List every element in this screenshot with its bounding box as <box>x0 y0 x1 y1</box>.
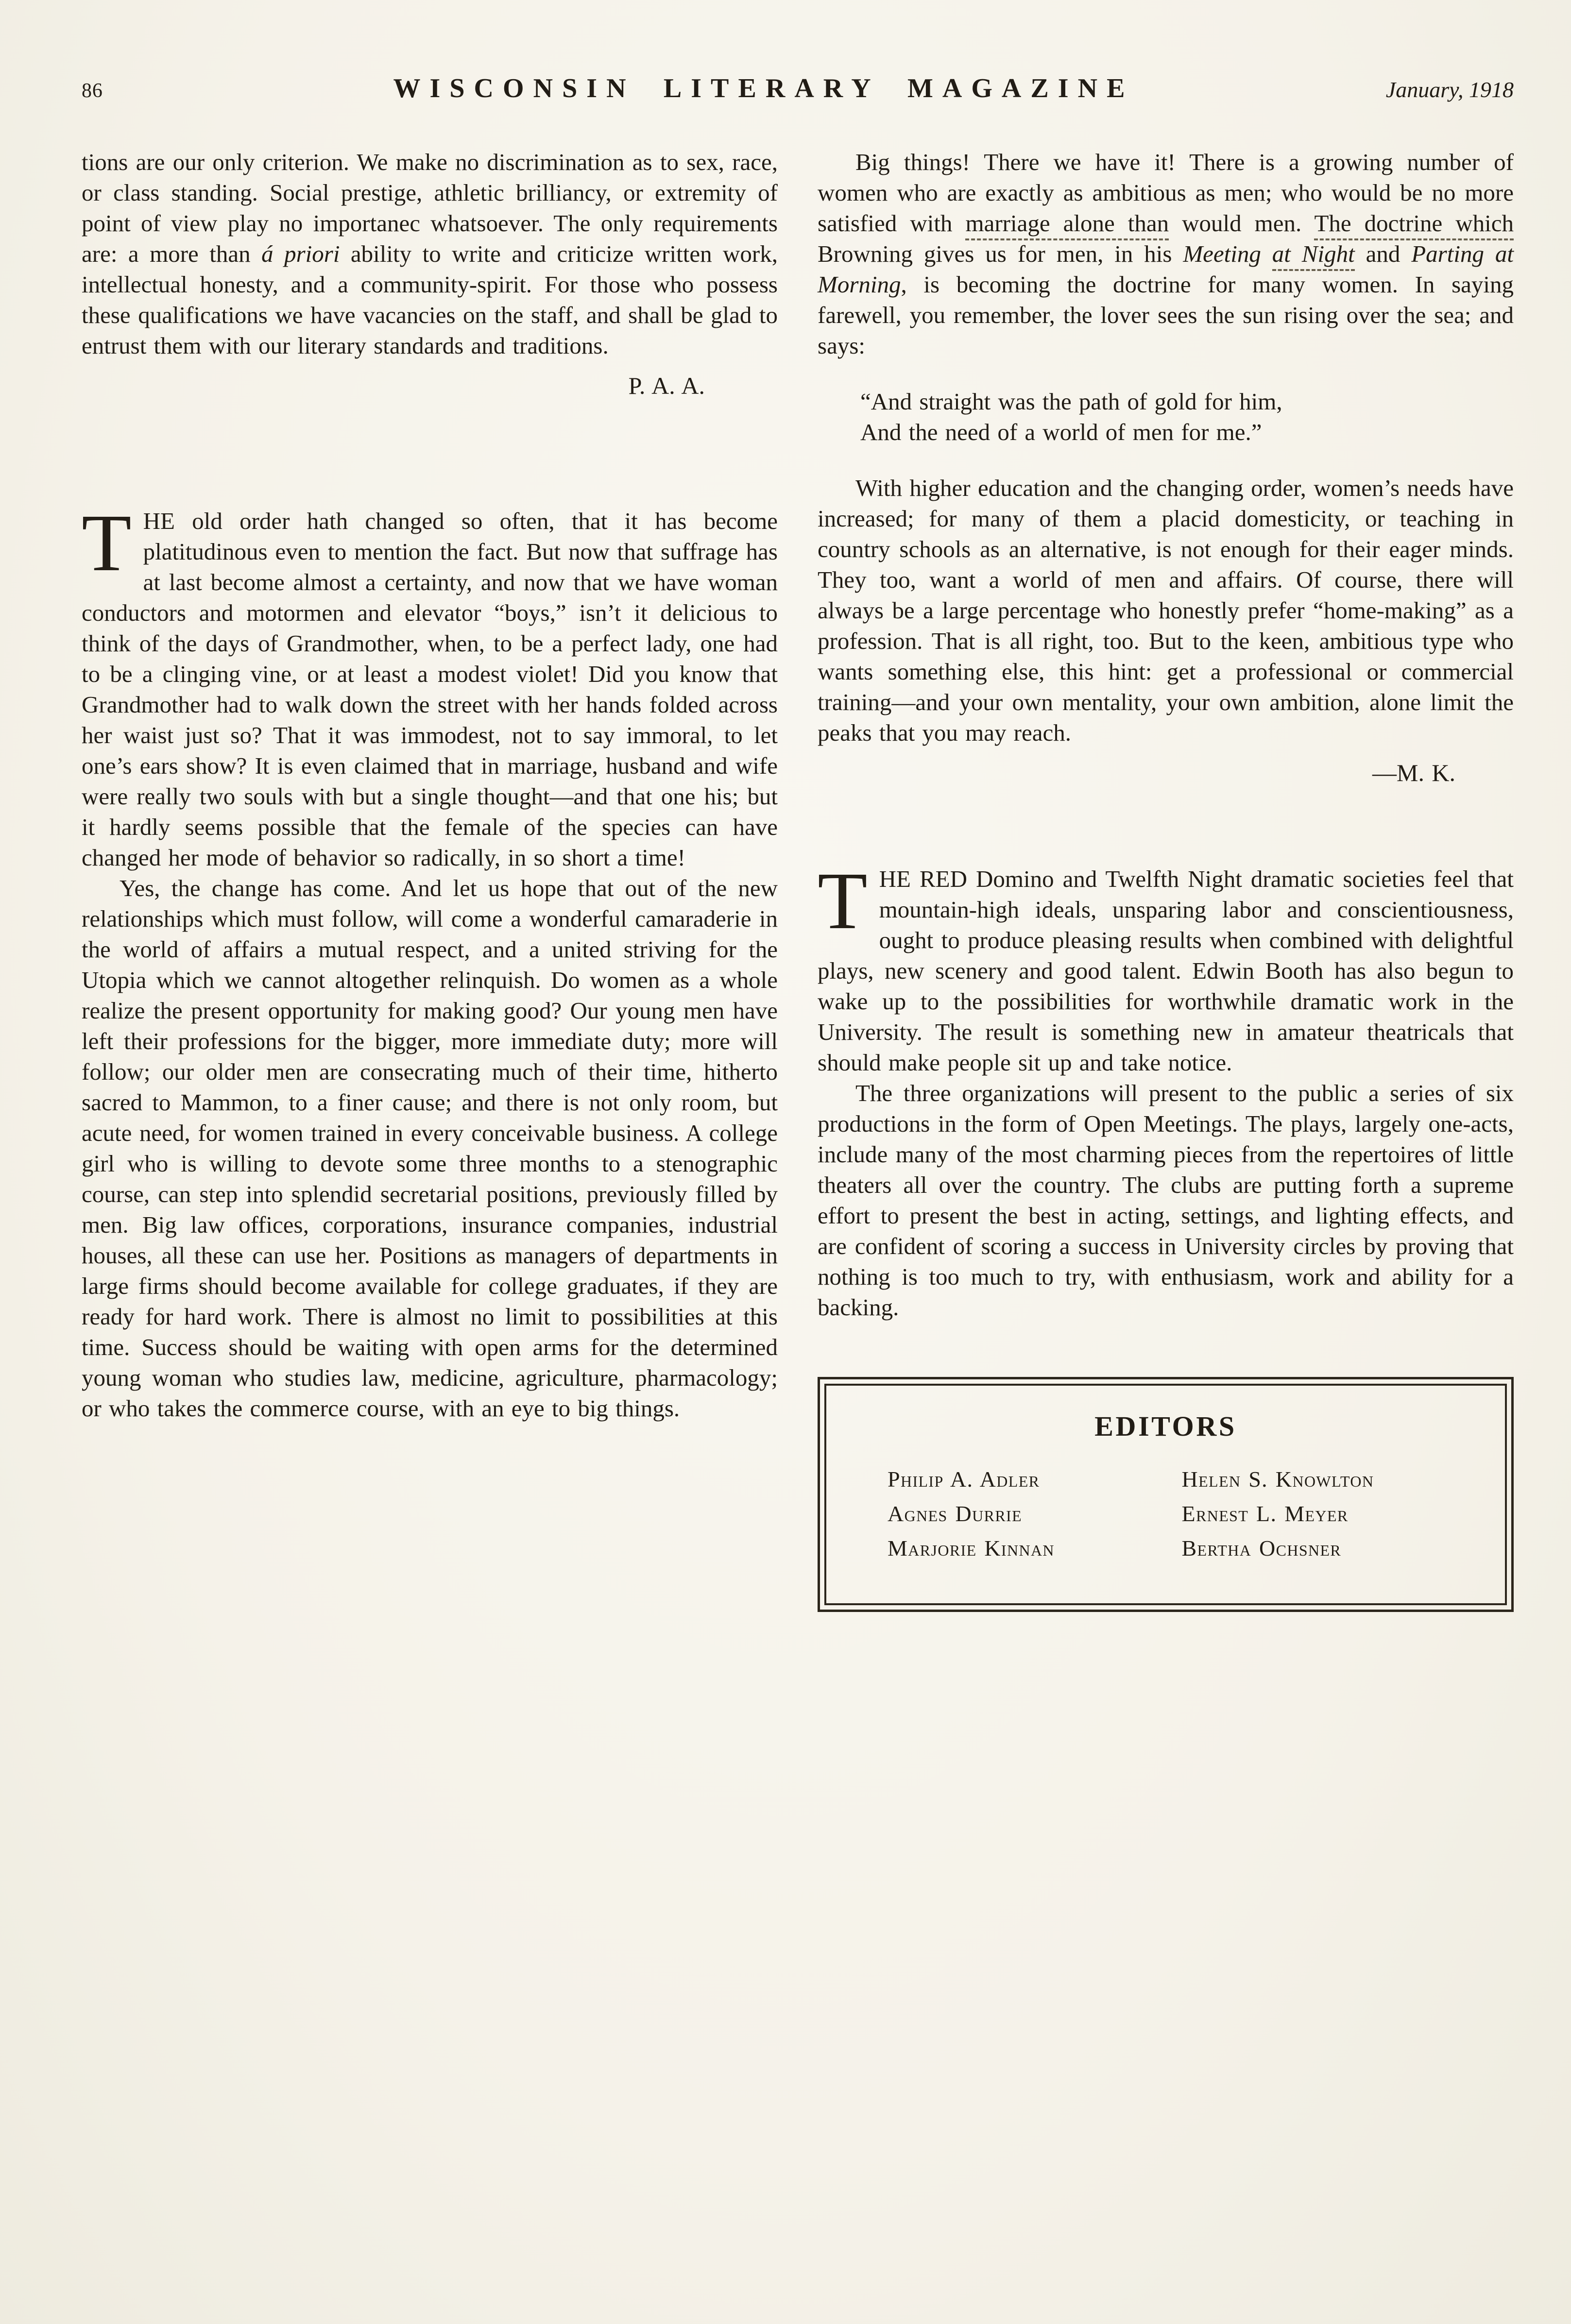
text-run: Browning gives us for men, in his <box>818 240 1183 267</box>
drop-cap-t: T <box>82 498 132 588</box>
editor-name: Bertha Ochsner <box>1181 1536 1342 1561</box>
editor-name: Philip A. Adler <box>888 1467 1040 1492</box>
paragraph-criterion-continuation <box>82 147 778 361</box>
paragraph-yes-the-change: Yes, the change has come. And let us hope that out of the new relationships which must follow, will come a wonderful camaraderie in the world of affairs a mutual respect, and a united striving for the Utopia which we cannot altogether relinquish. Do women as a whole realize the present opportunity for making good? Our young men have left their professions for the bigger, more immediate duty; more will follow; our older men are consecrating much of their time, hitherto sacred to Mammon, to a finer cause; and there is not only room, but acute need, for women trained in every conceivable business. A college girl who is willing to devote some three months to a stenographic course, can step into splendid secretarial positions, previously filled by men. Big law offices, corporations, insurance companies, industrial houses, all these can use her. Positions as managers of departments in large firms should become available for college graduates, if they are ready for hard work. There is almost no limit to possibilities at this time. Success should be waiting with open arms for the determined young woman who studies law, medicine, agriculture, pharmacology; or who takes the commerce course, with an eye to big things. <box>82 875 778 1422</box>
drop-cap-t: T <box>818 856 868 946</box>
text-run: tions are our only criterion. We make no discrimination as to sex, race, or class standing. Social prestige, athletic brilliancy, or extremity of point of view play no importanec whatsoever. The only requirements are: a more than <box>82 149 778 267</box>
poem-quote <box>860 386 1514 447</box>
magazine-title: WISCONSIN LITERARY MAGAZINE <box>393 73 1134 103</box>
editor-name: Helen S. Knowlton <box>1181 1467 1374 1492</box>
editor-name: Ernest L. Meyer <box>1181 1501 1349 1526</box>
text-run: ability to write and criticize written work, intellectual honesty, and a community-spirit. For those who possess these qualifications we have vacancies on the staff, and shall be glad to entrust them with our literary standards and traditions. <box>82 240 778 359</box>
text-run: and <box>1354 240 1412 267</box>
text-run: Big things! There we have it! There is a growing number of women who are exactly as ambitious as men; who would be no more satisfied with <box>818 149 1514 237</box>
paragraph-three-organizations: The three organizations will present to the public a series of six productions in the form of Open Meetings. The plays, largely one-acts, include many of the most charming pieces from the repertoires of little theaters all over the country. The clubs are putting forth a supreme effort to present the best in acting, settings, and lighting effects, and are confident of scoring a success in University circles by proving that nothing is too much to try, with enthusiasm, work and ability for a backing. <box>818 1080 1514 1321</box>
title-parting-at-morning: Parting at Morning <box>818 240 1514 298</box>
editors-column-right <box>1182 1462 1476 1565</box>
paragraph-higher-education: With higher education and the changing order, women’s needs have increased; for many of them a placid domesticity, or teaching in country schools as an alternative, is not enough for their eager minds. They too, want a world of men and affairs. Of course, there will always be a large percentage who honestly prefer “home-making” as a profession. That is all right, too. But to the keen, ambitious type who wants something else, this hint: get a professional or commercial training—and your own mentality, your own ambition, alone limit the peaks that you may reach. <box>818 475 1514 746</box>
right-column <box>818 147 1514 1612</box>
article-red-domino <box>818 856 1514 1078</box>
page-number: 86 <box>82 80 103 102</box>
text-run: HE RED Domino and Twelfth Night dramatic societies feel that mountain-high ideals, unsparing labor and conscientiousness, ought to produce pleasing results when combined with delightful plays, new scenery and good talent. Edwin Booth has also begun to wake up to the possibilities for worthwhile dramatic work in the University. The result is something new in amateur theatricals that should make people sit up and take notice. <box>818 865 1514 1076</box>
editors-box-inner <box>824 1384 1507 1605</box>
pencil-underlined-text: marriage alone than <box>965 210 1169 240</box>
text-run-italic: á priori <box>261 240 340 267</box>
title-meeting-at-night: Meeting <box>1183 240 1272 267</box>
text-run: would men. <box>1169 210 1315 237</box>
editor-name: Agnes Durrie <box>888 1501 1023 1526</box>
editors-title: EDITORS <box>1094 1410 1237 1442</box>
poem-line: And the need of a world of men for me.” <box>860 419 1262 445</box>
issue-date: January, 1918 <box>1385 77 1514 102</box>
page-header <box>82 73 1514 104</box>
text-run: HE old order hath changed so often, that it has become platitudinous even to mention the fact. But now that suffrage has at last become almost a certainty, and now that we have woman conductors and motormen and elevator “boys,” isn’t it delicious to think of the days of Grandmother, when, to be a perfect lady, one had to be a clinging vine, or at least a modest violet! Did you know that Grandmother had to walk down the street with her hands folded across her waist just so? That it was immodest, not to say immoral, to let one’s ears show? It is even claimed that in marriage, husband and wife were really two souls with but a single thought—and that one his; but it hardly seems possible that the female of the species can have changed her mode of behavior so radically, in so short a time! <box>82 508 778 871</box>
signature-paa: P. A. A. <box>628 372 705 399</box>
signature-mk: —M. K. <box>1372 759 1455 786</box>
editors-list <box>855 1462 1476 1565</box>
editor-name: Marjorie Kinnan <box>888 1536 1055 1561</box>
article-old-order <box>82 498 778 873</box>
left-column <box>82 147 778 1612</box>
poem-line: “And straight was the path of gold for him, <box>860 388 1282 415</box>
paragraph-big-things <box>818 147 1514 361</box>
text-run: , is becoming the doctrine for many women. In saying farewell, you remember, the lover sees the sun rising over the sea; and says: <box>818 271 1514 359</box>
title-meeting-at-night-underlined: at Night <box>1272 240 1355 271</box>
editors-column-left <box>888 1462 1182 1565</box>
two-column-body <box>82 147 1514 1612</box>
editors-box <box>818 1377 1514 1612</box>
pencil-underlined-text: The doctrine which <box>1314 210 1514 240</box>
